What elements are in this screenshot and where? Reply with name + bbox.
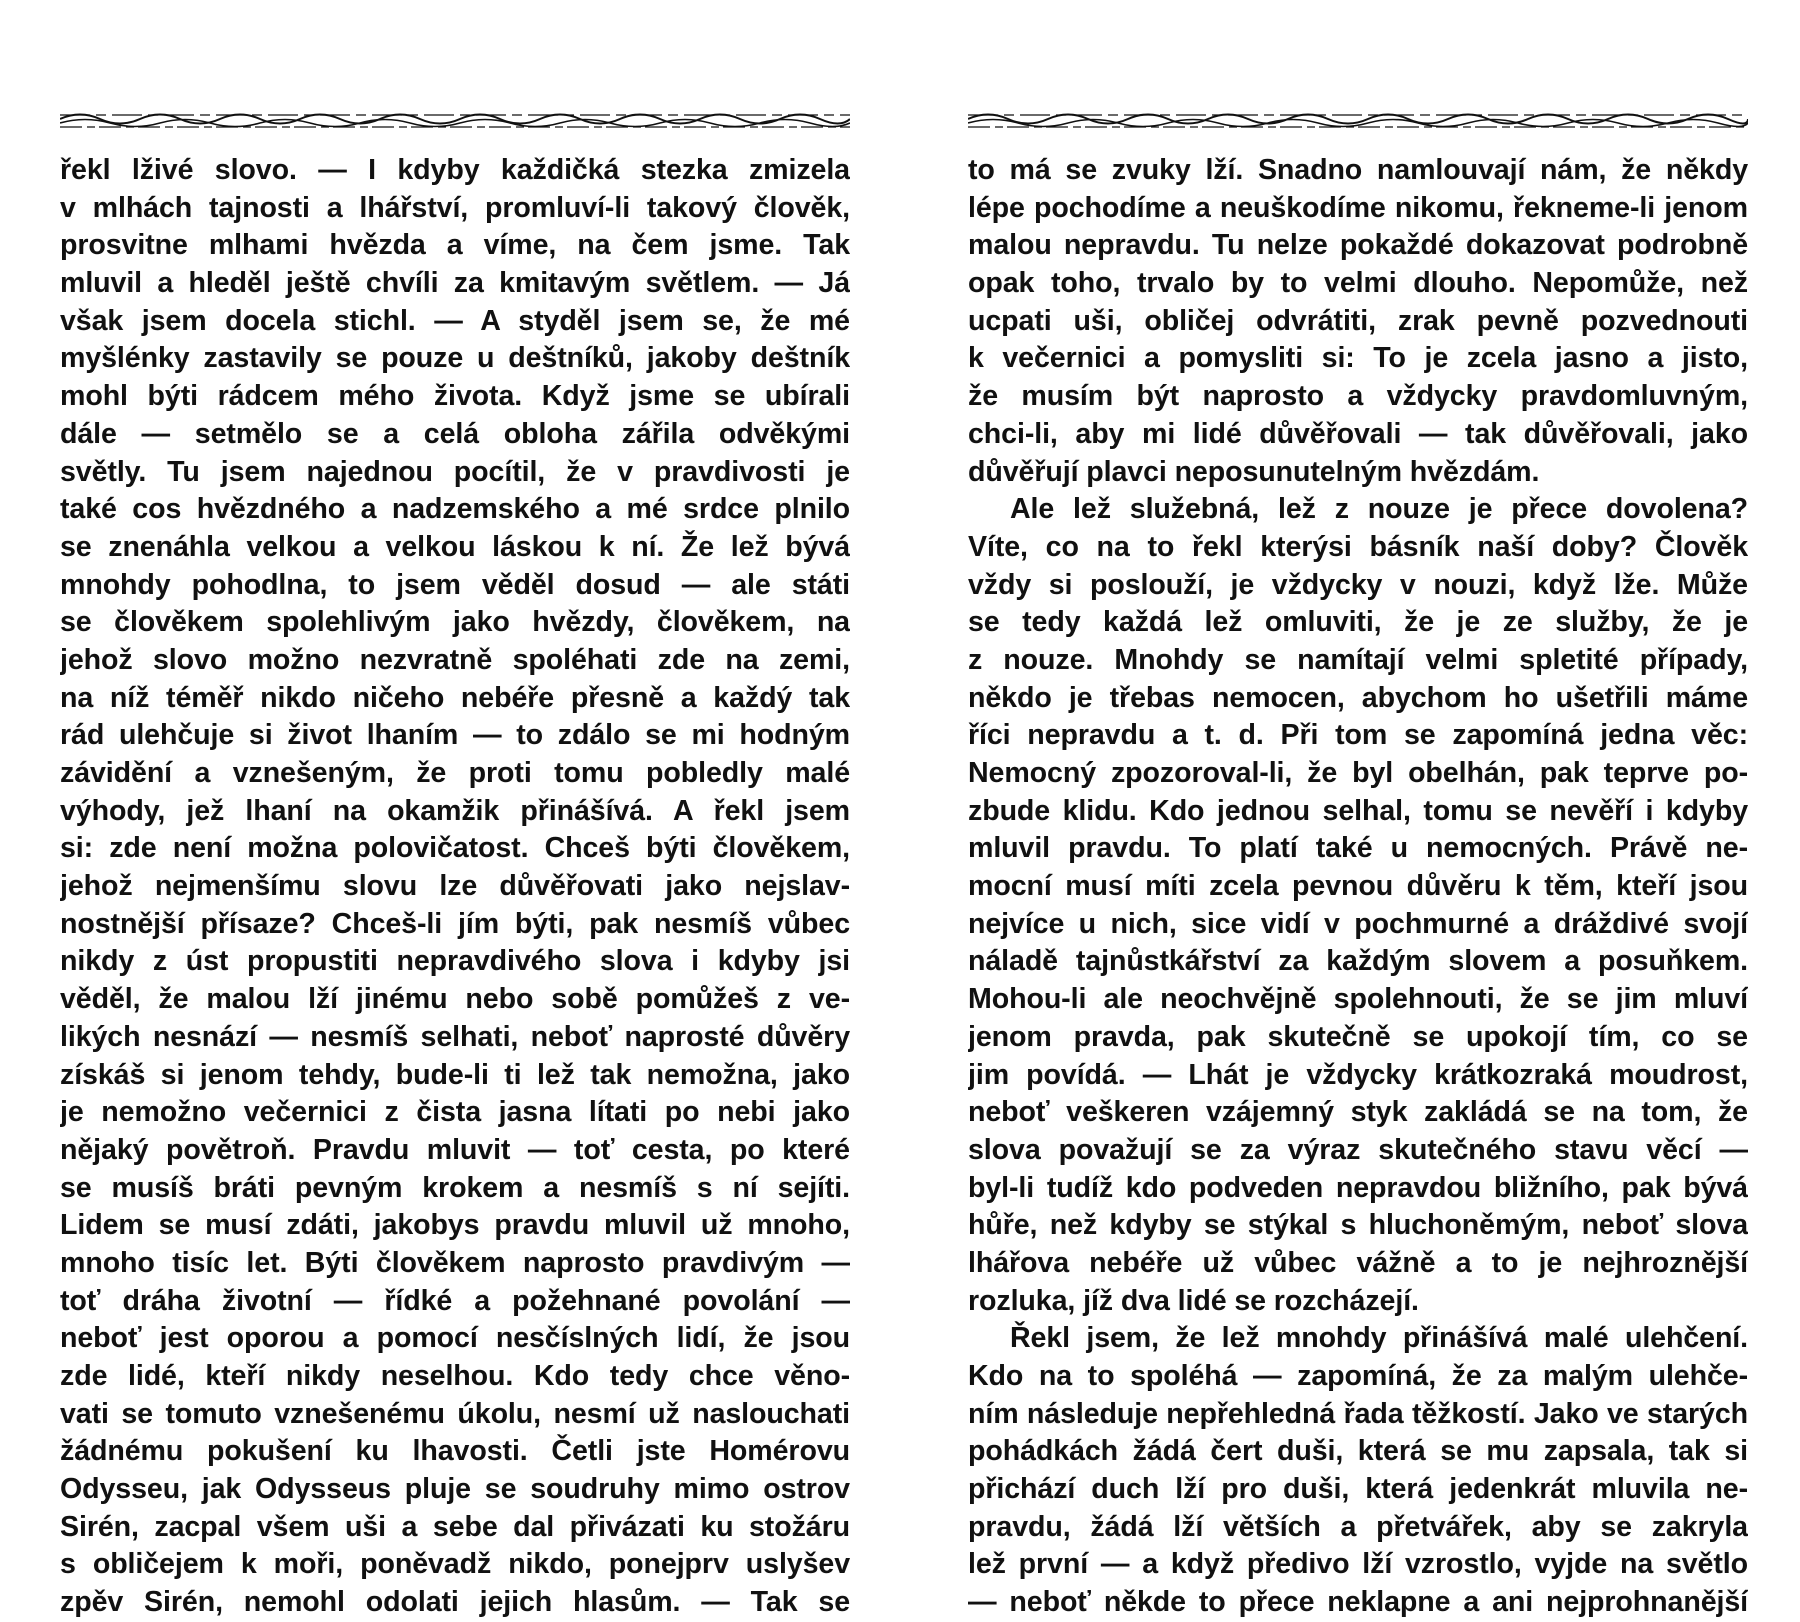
text-line: prosvitne mlhami hvězda a víme, na čem jsme. Tak — [60, 229, 850, 262]
text-line: zpěv Sirén, nemohl odolati jejich hlasům. — Tak se — [60, 1586, 850, 1619]
text-line: Nemocný zpozoroval-li, že byl obelhán, pak teprve po- — [968, 757, 1748, 789]
text-line: s obličejem k moři, poněvadž nikdo, ponejprv uslyšev — [60, 1548, 850, 1581]
text-line: byl-li tudíž kdo podveden nepravdou bližního, pak bývá — [968, 1171, 1748, 1204]
text-line: řekl lživé slovo. — I kdyby každičká stezka zmizela — [60, 154, 850, 186]
text-line: mnohdy pohodlna, to jsem věděl dosud — ale státi — [60, 568, 850, 601]
text-line: že musím být naprosto a vždycky pravdomluvným, — [968, 380, 1748, 413]
text-line: přichází duch lží pro duši, která jedenkrát mluvila ne- — [968, 1473, 1748, 1506]
text-line: opak toho, trvalo by to velmi dlouho. Nepomůže, než — [968, 267, 1748, 300]
text-line: jenom pravda, pak skutečně se upokojí tím, co se — [968, 1020, 1748, 1053]
text-line: likých nesnází — nesmíš selhati, neboť naprosté důvěry — [60, 1020, 850, 1053]
text-line: jehož slovo možno nezvratně spoléhati zde na zemi, — [60, 643, 850, 676]
text-line: mluvil a hleděl ještě chvíli za kmitavým světlem. — Já — [60, 267, 850, 300]
text-line: na níž téměř nikdo ničeho nebéře přesně a každý tak — [60, 681, 850, 714]
left-text-column — [60, 152, 850, 1622]
text-line: zbude klidu. Kdo jednou selhal, tomu se nevěří i kdyby — [968, 794, 1748, 827]
text-line: vždy si poslouží, je vždycky v nouzi, když lže. Může — [968, 568, 1748, 601]
text-line: rád ulehčuje si život lhaním — to zdálo se mi hodným — [60, 719, 850, 752]
text-line: z nouze. Mnohdy se namítají velmi spletité případy, — [968, 643, 1748, 676]
text-line: Odysseu, jak Odysseus pluje se soudruhy mimo ostrov — [60, 1473, 850, 1506]
text-line: chci-li, aby mi lidé důvěřovali — tak důvěřovali, jako — [968, 417, 1748, 450]
text-line: získáš si jenom tehdy, bude-li ti lež tak nemožna, jako — [60, 1058, 850, 1091]
text-line: se člověkem spolehlivým jako hvězdy, člověkem, na — [60, 606, 850, 639]
text-line: k večernici a pomysliti si: To je zcela jasno a jisto, — [968, 342, 1748, 375]
text-line: jehož nejmenšímu slovu lze důvěřovati jako nejslav- — [60, 870, 850, 903]
text-line: náladě tajnůstkářství za každým slovem a posuňkem. — [968, 945, 1748, 978]
text-line: vati se tomuto vznešenému úkolu, nesmí už naslouchati — [60, 1397, 850, 1430]
text-line: Řekl jsem, že lež mnohdy přinášívá malé ulehčení. — [1010, 1322, 1748, 1355]
right-text-column — [968, 152, 1748, 1622]
text-line: lépe pochodíme a neuškodíme nikomu, řekneme-li jenom — [968, 191, 1748, 224]
text-line: neboť veškeren vzájemný styk zakládá se na tom, že — [968, 1096, 1748, 1129]
text-line: Sirén, zacpal všem uši a sebe dal přivázati ku stožáru — [60, 1510, 850, 1543]
text-line: výhody, jež lhaní na okamžik přinášívá. A řekl jsem — [60, 794, 850, 827]
left-page — [60, 108, 850, 1622]
header-ornament-right — [968, 108, 1748, 130]
text-line: dále — setmělo se a celá obloha zářila odvěkými — [60, 417, 850, 450]
text-line: zde lidé, kteří nikdy neselhou. Kdo tedy chce věno- — [60, 1360, 850, 1392]
text-line: slova považují se za výraz skutečného stavu věcí — — [968, 1133, 1748, 1166]
right-page — [968, 108, 1748, 1622]
text-line: Víte, co na to řekl kterýsi básník naší doby? Člověk — [968, 530, 1748, 563]
text-line: Ale lež služebná, lež z nouze je přece dovolena? — [1010, 493, 1748, 526]
text-line: žádnému pokušení ku lhavosti. Četli jste Homérovu — [60, 1435, 850, 1468]
text-line: nějaký povětroň. Pravdu mluvit — toť cesta, po které — [60, 1133, 850, 1166]
text-line: mohl býti rádcem mého života. Když jsme se ubírali — [60, 380, 850, 413]
text-line: — neboť někde to přece neklapne a ani nejprohnanější — [968, 1586, 1748, 1619]
text-line: důvěřují plavci neposunutelným hvězdám. — [968, 455, 1540, 488]
text-line: Kdo na to spoléhá — zapomíná, že za malým ulehče- — [968, 1360, 1748, 1392]
text-line: Mohou-li ale neochvějně spolehnouti, že se jim mluví — [968, 983, 1748, 1016]
text-line: je nemožno večernici z čista jasna lítati po nebi jako — [60, 1096, 850, 1129]
text-line: věděl, že malou lží jinému nebo sobě pomůžeš z ve- — [60, 983, 850, 1016]
text-line: lež první — a když předivo lží vzrostlo, vyjde na světlo — [968, 1548, 1748, 1581]
text-line: to má se zvuky lží. Snadno namlouvají nám, že někdy — [968, 154, 1748, 186]
text-line: malou nepravdu. Tu nelze pokaždé dokazovat podrobně — [968, 229, 1748, 262]
text-line: si: zde není možna polovičatost. Chceš býti člověkem, — [60, 832, 850, 865]
text-line: nikdy z úst propustiti nepravdivého slova i kdyby jsi — [60, 945, 850, 978]
header-ornament-left — [60, 108, 850, 130]
text-line: nostnější přísaze? Chceš-li jím býti, pak nesmíš vůbec — [60, 907, 850, 940]
text-line: hůře, než kdyby se stýkal s hluchoněmým, neboť slova — [968, 1209, 1748, 1242]
text-line: mluvil pravdu. To platí také u nemocných. Právě ne- — [968, 832, 1748, 865]
text-line: mnoho tisíc let. Býti člověkem naprosto pravdivým — — [60, 1246, 850, 1279]
text-line: se tedy každá lež omluviti, že je ze služby, že je — [968, 606, 1748, 639]
text-line: ním následuje nepřehledná řada těžkostí. Jako ve starých — [968, 1397, 1748, 1430]
text-line: toť dráha životní — řídké a požehnané povolání — — [60, 1284, 850, 1317]
text-line: pravdu, žádá lží větších a přetvářek, aby se zakryla — [968, 1510, 1748, 1543]
text-line: nejvíce u nich, sice vidí v pochmurné a dráždivé svojí — [968, 907, 1748, 940]
text-line: Lidem se musí zdáti, jakobys pravdu mluvil už mnoho, — [60, 1209, 850, 1242]
text-line: lhářova nebéře už vůbec vážně a to je nejhroznější — [968, 1246, 1748, 1279]
text-line: závidění a vznešeným, že proti tomu pobledly malé — [60, 757, 850, 789]
text-line: se musíš bráti pevným krokem a nesmíš s ní sejíti. — [60, 1171, 850, 1204]
text-line: někdo je třebas nemocen, abychom ho ušetřili máme — [968, 681, 1748, 714]
text-line: jim povídá. — Lhát je vždycky krátkozraká moudrost, — [968, 1058, 1748, 1091]
text-line: říci nepravdu a t. d. Při tom se zapomíná jedna věc: — [968, 719, 1748, 752]
text-line: v mlhách tajnosti a lhářství, promluví-li takový člověk, — [60, 191, 850, 224]
text-line: také cos hvězdného a nadzemského a mé srdce plnilo — [60, 493, 850, 526]
text-line: ucpati uši, obličej odvrátiti, zrak pevně pozvednouti — [968, 304, 1748, 337]
text-line: neboť jest oporou a pomocí nesčíslných lidí, že jsou — [60, 1322, 850, 1355]
text-line: však jsem docela stichl. — A styděl jsem se, že mé — [60, 304, 850, 337]
text-line: rozluka, jíž dva lidé se rozcházejí. — [968, 1284, 1419, 1317]
text-line: pohádkách žádá čert duši, která se mu zapsala, tak si — [968, 1435, 1748, 1468]
text-line: myšlénky zastavily se pouze u deštníků, jakoby deštník — [60, 342, 850, 375]
text-line: mocní musí míti zcela pevnou důvěru k těm, kteří jsou — [968, 870, 1748, 903]
text-line: se znenáhla velkou a velkou láskou k ní. Že lež bývá — [60, 530, 850, 563]
text-line: světly. Tu jsem najednou pocítil, že v pravdivosti je — [60, 455, 850, 488]
